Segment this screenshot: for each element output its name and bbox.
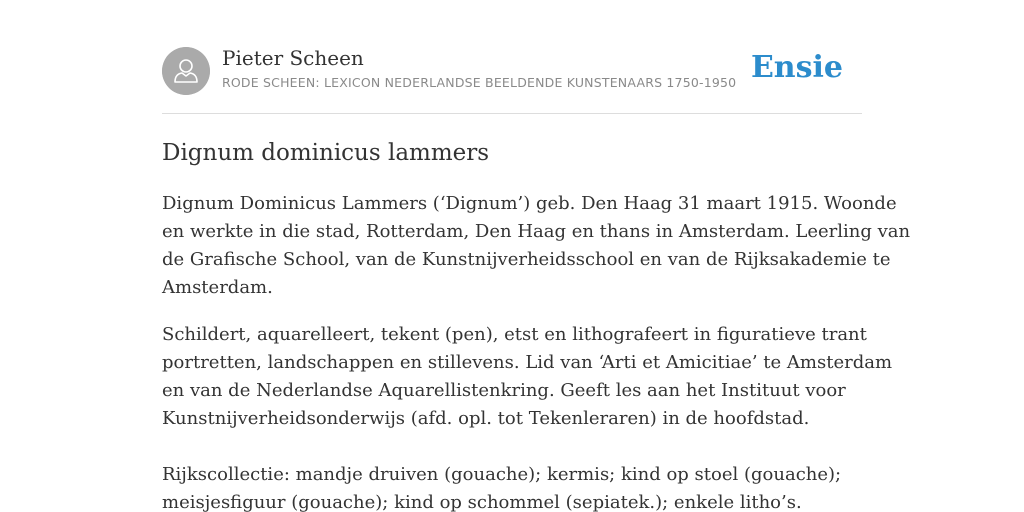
author-avatar[interactable] bbox=[162, 47, 210, 95]
text-line: portretten, landschappen en stillevens. Lid van ‘Arti et Amicitiae’ te Amsterdam bbox=[162, 352, 893, 373]
user-icon bbox=[162, 47, 210, 95]
paragraph-break bbox=[162, 433, 862, 461]
text-line: meisjesfiguur (gouache); kind op schommel (sepiatek.); enkele litho’s. bbox=[162, 492, 802, 512]
article-body bbox=[162, 190, 911, 512]
text-line: Rijkscollectie: mandje druiven (gouache); kermis; kind op stoel (gouache); bbox=[162, 464, 842, 485]
text-line: Kunstnijverheidsonderwijs (afd. opl. tot Tekenleraren) in de hoofdstad. bbox=[162, 408, 810, 429]
article-header bbox=[162, 0, 862, 114]
paragraph-work bbox=[162, 321, 893, 512]
text-line: en van de Nederlandse Aquarellistenkring. Geeft les aan het Instituut voor bbox=[162, 380, 846, 401]
article-title: Dignum dominicus lammers bbox=[162, 140, 490, 166]
text-line: Schildert, aquarelleert, tekent (pen), etst en lithografeert in figuratieve trant bbox=[162, 324, 867, 345]
source-label[interactable]: RODE SCHEEN: LEXICON NEDERLANDSE BEELDENDE KUNSTENAARS 1750-1950 bbox=[222, 75, 737, 90]
author-name[interactable]: Pieter Scheen bbox=[222, 46, 364, 70]
text-line: Amsterdam. bbox=[162, 277, 273, 298]
article-container bbox=[162, 0, 911, 512]
ensie-logo[interactable]: Ensie bbox=[750, 50, 843, 85]
text-line: de Grafische School, van de Kunstnijverheidsschool en van de Rijksakademie te bbox=[162, 249, 891, 270]
paragraph-biography bbox=[162, 190, 911, 302]
text-line: en werkte in die stad, Rotterdam, Den Haag en thans in Amsterdam. Leerling van bbox=[162, 221, 911, 242]
text-line: Dignum Dominicus Lammers (‘Dignum’) geb. Den Haag 31 maart 1915. Woonde bbox=[162, 193, 897, 214]
